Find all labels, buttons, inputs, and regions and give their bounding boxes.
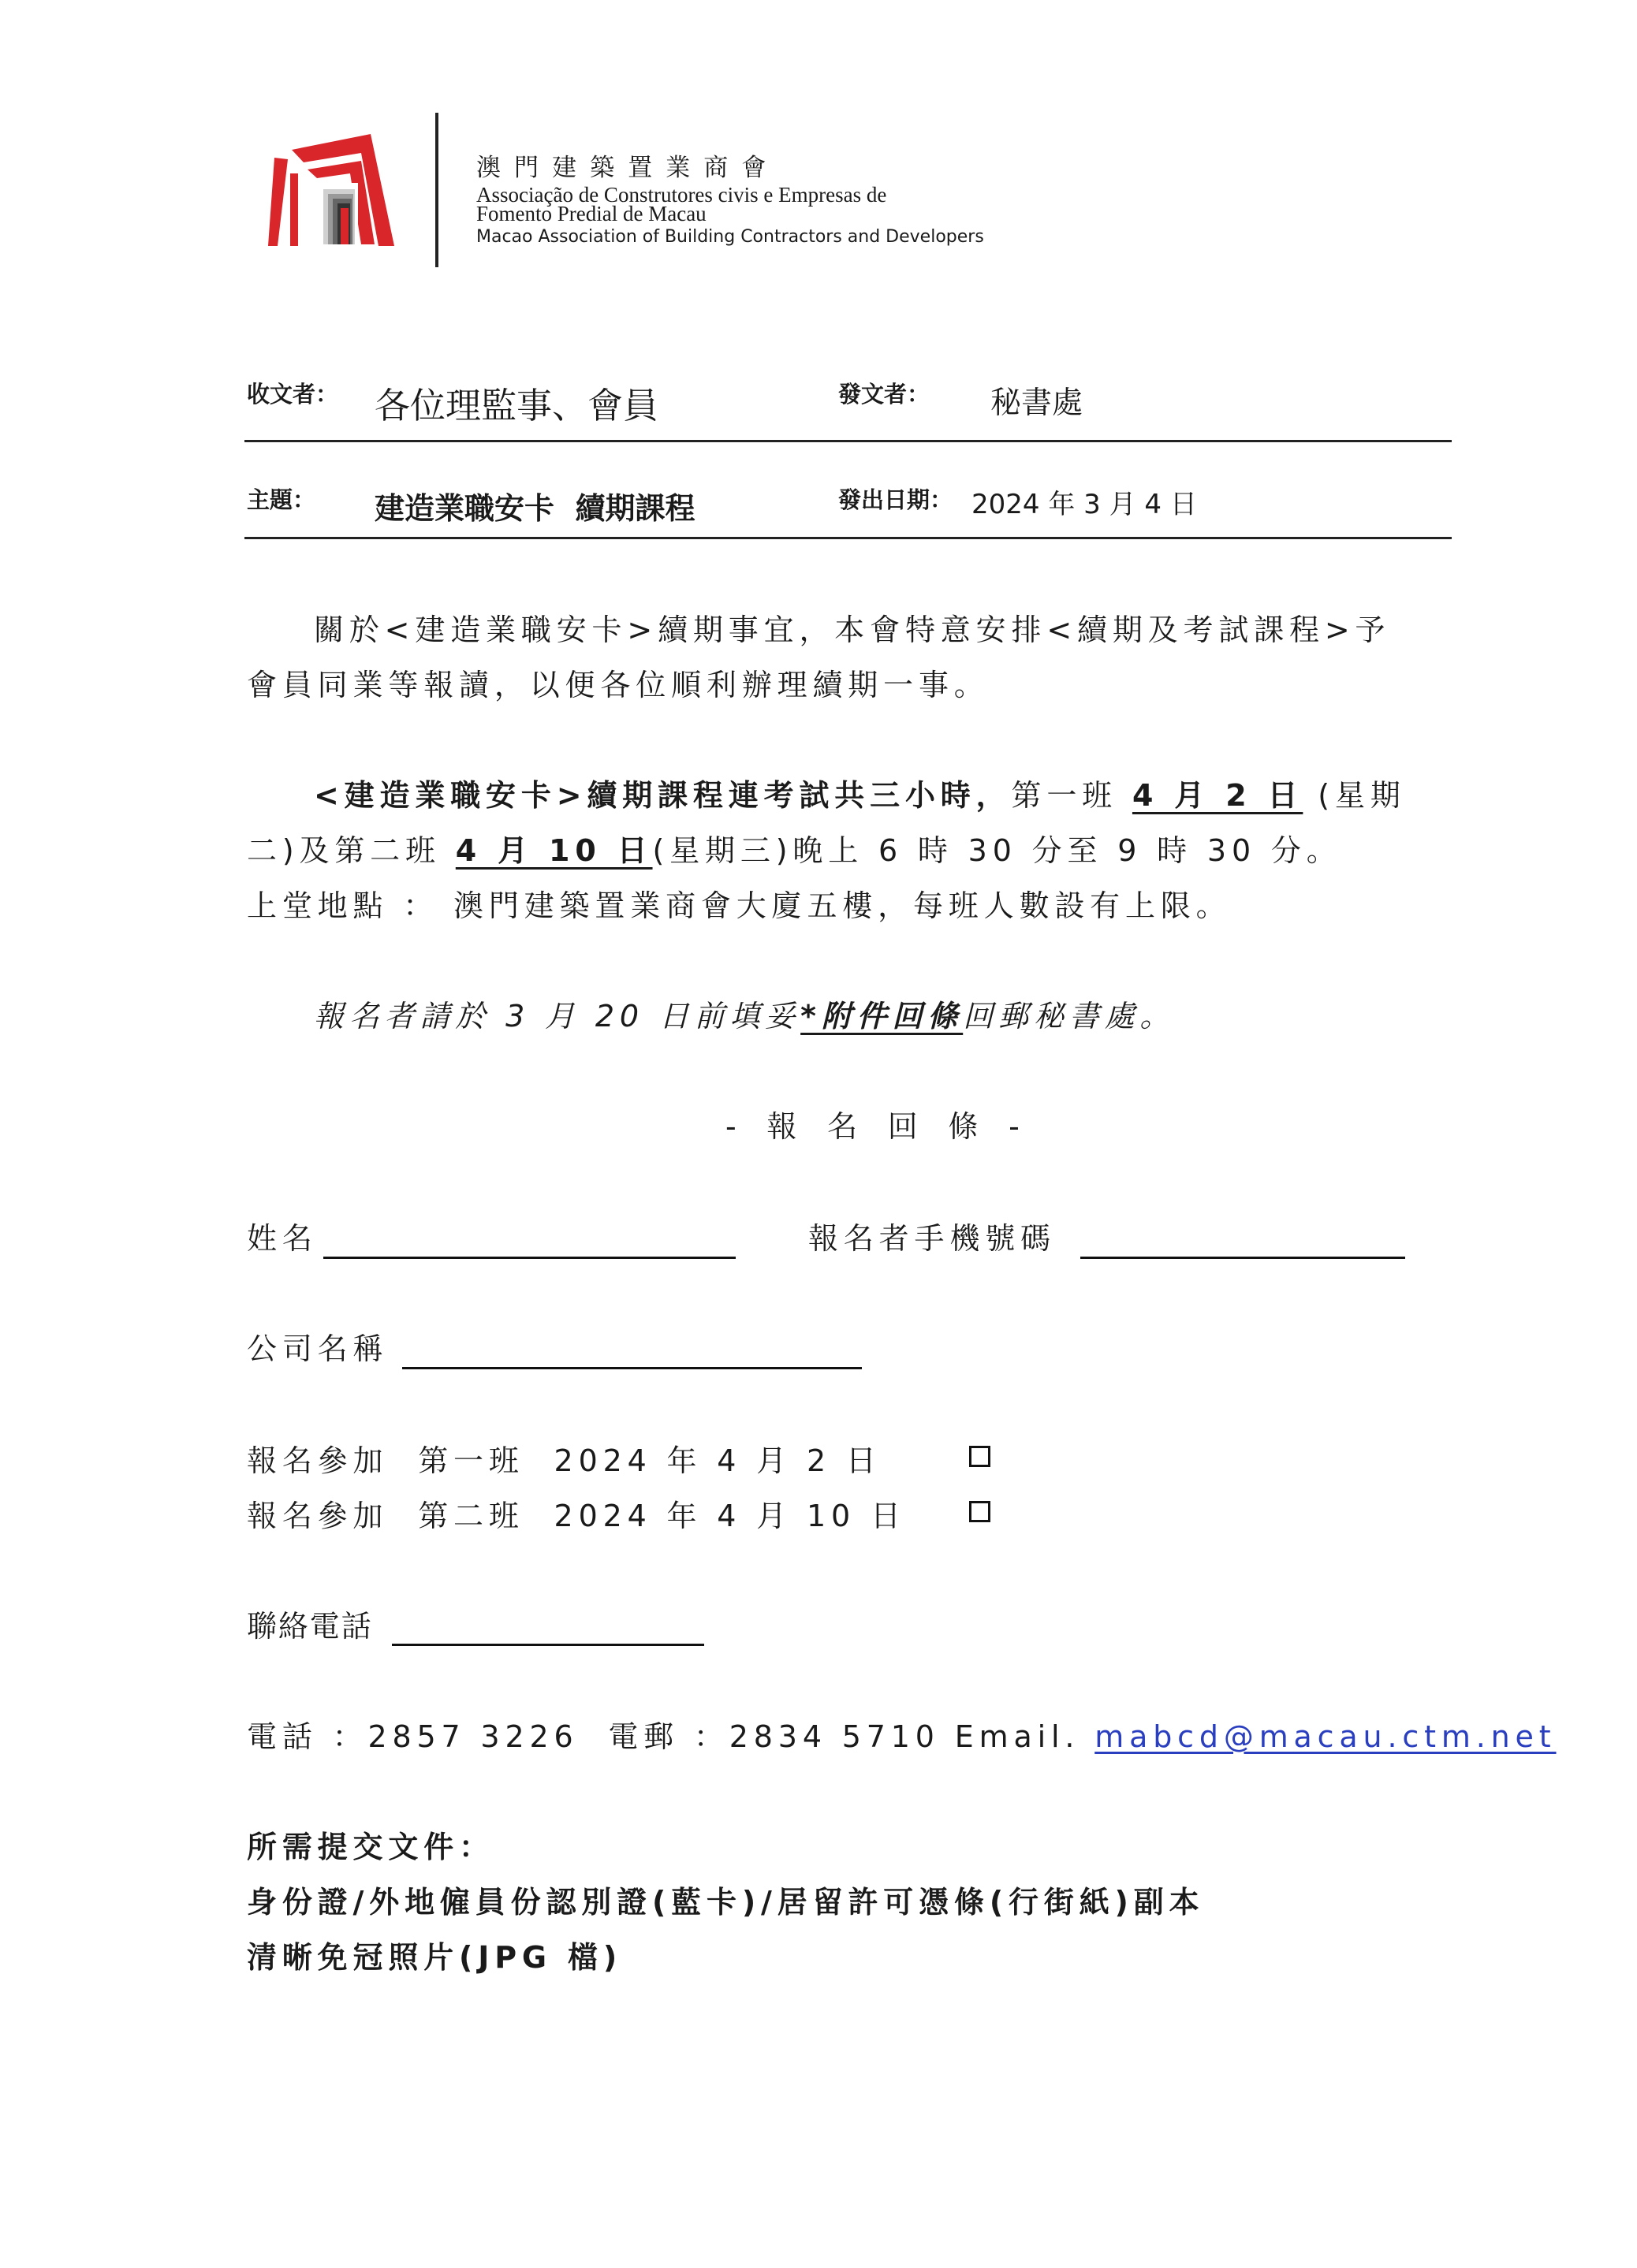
- name-field[interactable]: [323, 1257, 736, 1259]
- class-1-label: 第一班: [1011, 778, 1132, 813]
- date-value: 2024 年 3 月 4 日: [971, 489, 1197, 520]
- paragraph-2-line-1: [314, 771, 1406, 814]
- association-name-pt-line2: Fomento Predial de Macau: [476, 202, 707, 225]
- subject-label: 主題：: [247, 486, 316, 513]
- subject-value: 建造業職安卡 續期課程: [375, 491, 695, 526]
- contact-phone-label: 聯絡電話: [247, 1609, 373, 1644]
- contact-line: [247, 1712, 1557, 1756]
- document-item-1: 身份證/外地僱員份認別證(藍卡)/居留許可憑條(行街紙)副本: [247, 1885, 1205, 1920]
- memo-divider-2: [244, 537, 1452, 539]
- deadline-return: 回郵秘書處。: [963, 999, 1176, 1033]
- association-name-en: Macao Association of Building Contractors and Developers: [476, 227, 984, 247]
- company-field[interactable]: [402, 1367, 862, 1369]
- email-link[interactable]: mabcd@macau.ctm.net: [1094, 1719, 1557, 1754]
- paragraph-2-line-2: [247, 826, 1342, 870]
- course-summary: <建造業職安卡>續期課程連考試共三小時，: [314, 778, 1012, 813]
- memo-divider-1: [244, 440, 1452, 442]
- form-title: - 報 名 回 條 -: [725, 1109, 1031, 1144]
- deadline-line: [314, 992, 1175, 1035]
- phone-field[interactable]: [1080, 1257, 1405, 1259]
- paragraph-1-line-1: 關於<建造業職安卡>續期事宜，本會特意安排<續期及考試課程>予: [314, 613, 1391, 647]
- enroll-class-1-checkbox[interactable]: [969, 1446, 990, 1467]
- deadline-text: 報名者請於 3 月 20 日前填妥: [314, 999, 801, 1033]
- association-logo: [268, 126, 406, 252]
- contact-phone-field[interactable]: [392, 1644, 704, 1646]
- from-value: 秘書處: [990, 385, 1083, 421]
- class-time: (星期三)晚上 6 時 30 分至 9 時 30 分。: [652, 833, 1342, 868]
- contact-numbers: 電話 ：2857 3226 電郵 ：2834 5710 Email.: [247, 1719, 1095, 1754]
- phone-label: 報名者手機號碼: [808, 1221, 1056, 1256]
- class-2-label: 二)及第二班: [247, 833, 456, 868]
- class-2-date: 4 月 10 日: [455, 833, 653, 868]
- attachment-slip: *附件回條: [800, 999, 964, 1033]
- association-name-pt-line1: Associação de Construtores civis e Empresas de: [476, 183, 887, 207]
- documents-title: 所需提交文件：: [247, 1830, 494, 1864]
- venue-line: 上堂地點 ： 澳門建築置業商會大廈五樓，每班人數設有上限。: [247, 888, 1232, 923]
- enroll-class-2-checkbox[interactable]: [969, 1501, 990, 1522]
- enroll-class-1-label: 報名參加 第一班 2024 年 4 月 2 日: [247, 1443, 882, 1478]
- from-label: 發文者：: [838, 381, 930, 408]
- enroll-class-2-label: 報名參加 第二班 2024 年 4 月 10 日: [247, 1499, 906, 1533]
- document-item-2: 清晰免冠照片(JPG 檔): [247, 1940, 623, 1975]
- header-divider: [435, 113, 438, 267]
- association-name-zh: 澳門建築置業商會: [476, 154, 780, 182]
- company-label: 公司名稱: [247, 1331, 389, 1366]
- class-1-weekday-open: (星期: [1303, 778, 1406, 813]
- to-label: 收文者：: [247, 381, 339, 408]
- to-value: 各位理監事、會員: [375, 385, 659, 426]
- name-label: 姓名: [247, 1221, 318, 1256]
- paragraph-1-line-2: 會員同業等報讀，以便各位順利辦理續期一事。: [247, 668, 990, 702]
- date-label: 發出日期：: [838, 486, 953, 513]
- class-1-date: 4 月 2 日: [1132, 778, 1303, 813]
- logo-graphic: [268, 126, 406, 252]
